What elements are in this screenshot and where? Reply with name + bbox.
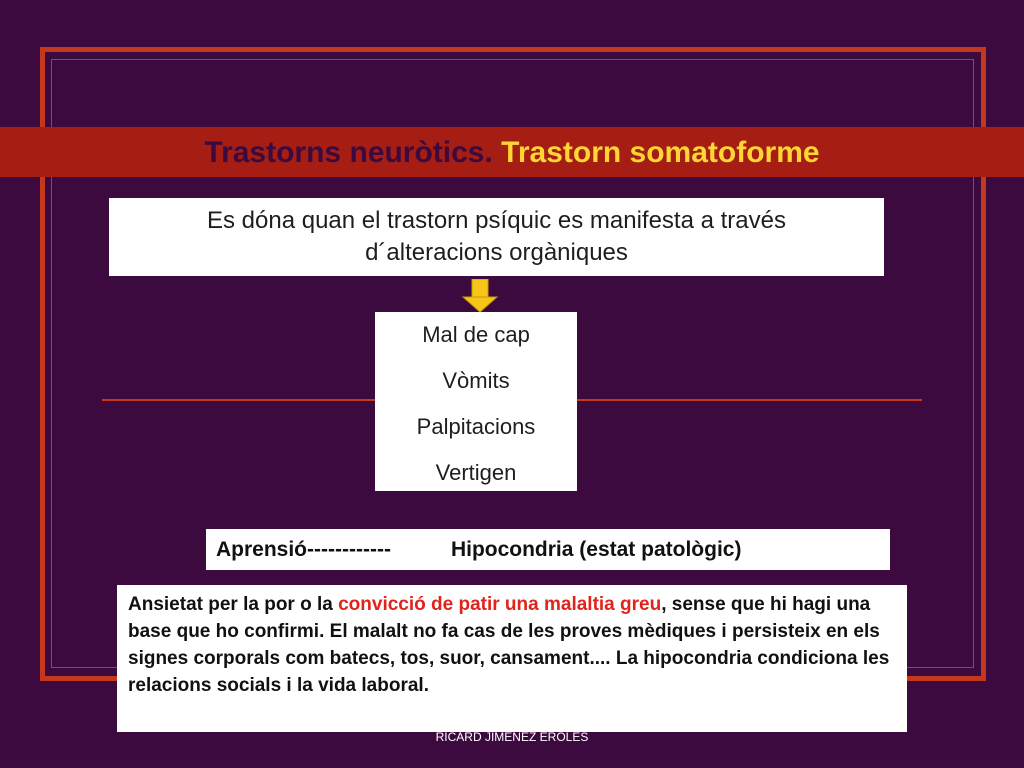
- symptoms-box: [375, 312, 577, 491]
- symptom-item: Palpitacions: [416, 414, 536, 439]
- symptom-item: Mal de cap: [422, 322, 530, 347]
- slide-title: [0, 127, 1024, 177]
- symptom-item: Vòmits: [442, 368, 510, 393]
- description-highlight: convicció de patir una malaltia greu: [338, 594, 662, 615]
- footer-author: RICARD JIMÉNEZ ERÓLES: [435, 730, 589, 744]
- definition-line: d´alteracions orgàniques: [365, 239, 628, 266]
- apprehension-box: [206, 529, 890, 570]
- definition-line: Es dóna quan el trastorn psíquic es manifesta a través: [207, 207, 786, 234]
- title-highlight: Trastorn somatoforme: [501, 136, 820, 169]
- description-text: , sense que hi hagi una base que ho confirmi. El malalt no fa cas de les proves mèdiques i persisteix en els signes corporals com batecs, tos, suor, cansament.... La hipocondria condiciona les relacions socials i la vida laboral.: [128, 594, 890, 696]
- title-main: Trastorns neuròtics.: [204, 136, 493, 169]
- definition-box: [109, 198, 884, 276]
- apprehension-label: Aprensió------------: [216, 538, 391, 561]
- description-text: Ansietat per la por o la: [128, 594, 339, 615]
- description-box: [117, 585, 907, 732]
- hypochondria-label: Hipocondria (estat patològic): [450, 538, 742, 561]
- symptom-item: Vertigen: [435, 460, 517, 485]
- down-arrow-icon: [462, 279, 498, 313]
